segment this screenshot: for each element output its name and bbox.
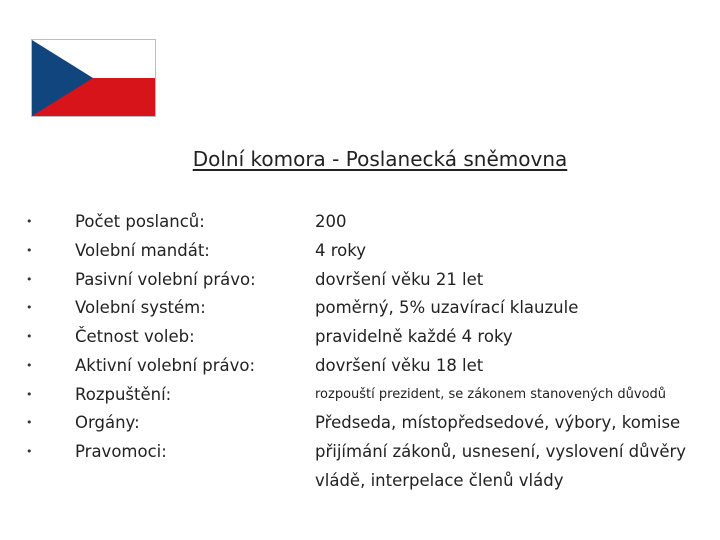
bullet: • xyxy=(26,301,33,315)
row-label-aktivni-pravo: Aktivní volební právo: xyxy=(75,355,256,375)
row-value-pasivni-pravo: dovršení věku 21 let xyxy=(315,269,484,289)
row-label-rozpusteni: Rozpuštění: xyxy=(75,384,172,404)
bullet: • xyxy=(26,416,33,430)
row-value-volebni-system: poměrný, 5% uzavírací klauzule xyxy=(315,298,579,318)
label-column xyxy=(75,208,256,467)
value-column xyxy=(315,208,686,496)
row-value-mandat: 4 roky xyxy=(315,240,366,260)
row-value-rozpusteni: rozpouští prezident, se zákonem stanovených důvodů xyxy=(315,386,667,402)
czech-flag xyxy=(31,39,156,117)
row-label-pravomoci: Pravomoci: xyxy=(75,442,167,461)
row-label-organy: Orgány: xyxy=(75,413,140,433)
row-label-pasivni-pravo: Pasivní volební právo: xyxy=(75,269,256,289)
row-value-pravomoci: přijímání zákonů, usnesení, vyslovení důvěry xyxy=(315,442,687,461)
row-value-pravomoci-continued: vládě, interpelace členů vlády xyxy=(315,470,564,490)
row-label-poslanci: Počet poslanců: xyxy=(75,212,205,231)
bullet: • xyxy=(26,272,33,286)
page-title: Dolní komora - Poslanecká sněmovna xyxy=(192,147,568,171)
bullet: • xyxy=(26,445,33,458)
bullet: • xyxy=(26,330,33,343)
row-value-aktivni-pravo: dovršení věku 18 let xyxy=(315,355,484,375)
bullet: • xyxy=(26,358,33,372)
bullet-list xyxy=(26,208,33,467)
bullet: • xyxy=(26,387,33,401)
row-label-cetnost: Četnost voleb: xyxy=(75,327,195,346)
row-value-organy: Předseda, místopředsedové, výbory, komise xyxy=(315,413,681,433)
row-value-cetnost: pravidelně každé 4 roky xyxy=(315,327,513,346)
czech-flag-graphic xyxy=(32,40,155,116)
row-label-mandat: Volební mandát: xyxy=(75,240,210,260)
bullet: • xyxy=(26,215,33,228)
row-label-volebni-system: Volební systém: xyxy=(75,298,206,318)
row-value-poslanci: 200 xyxy=(315,212,347,231)
bullet: • xyxy=(26,243,33,257)
